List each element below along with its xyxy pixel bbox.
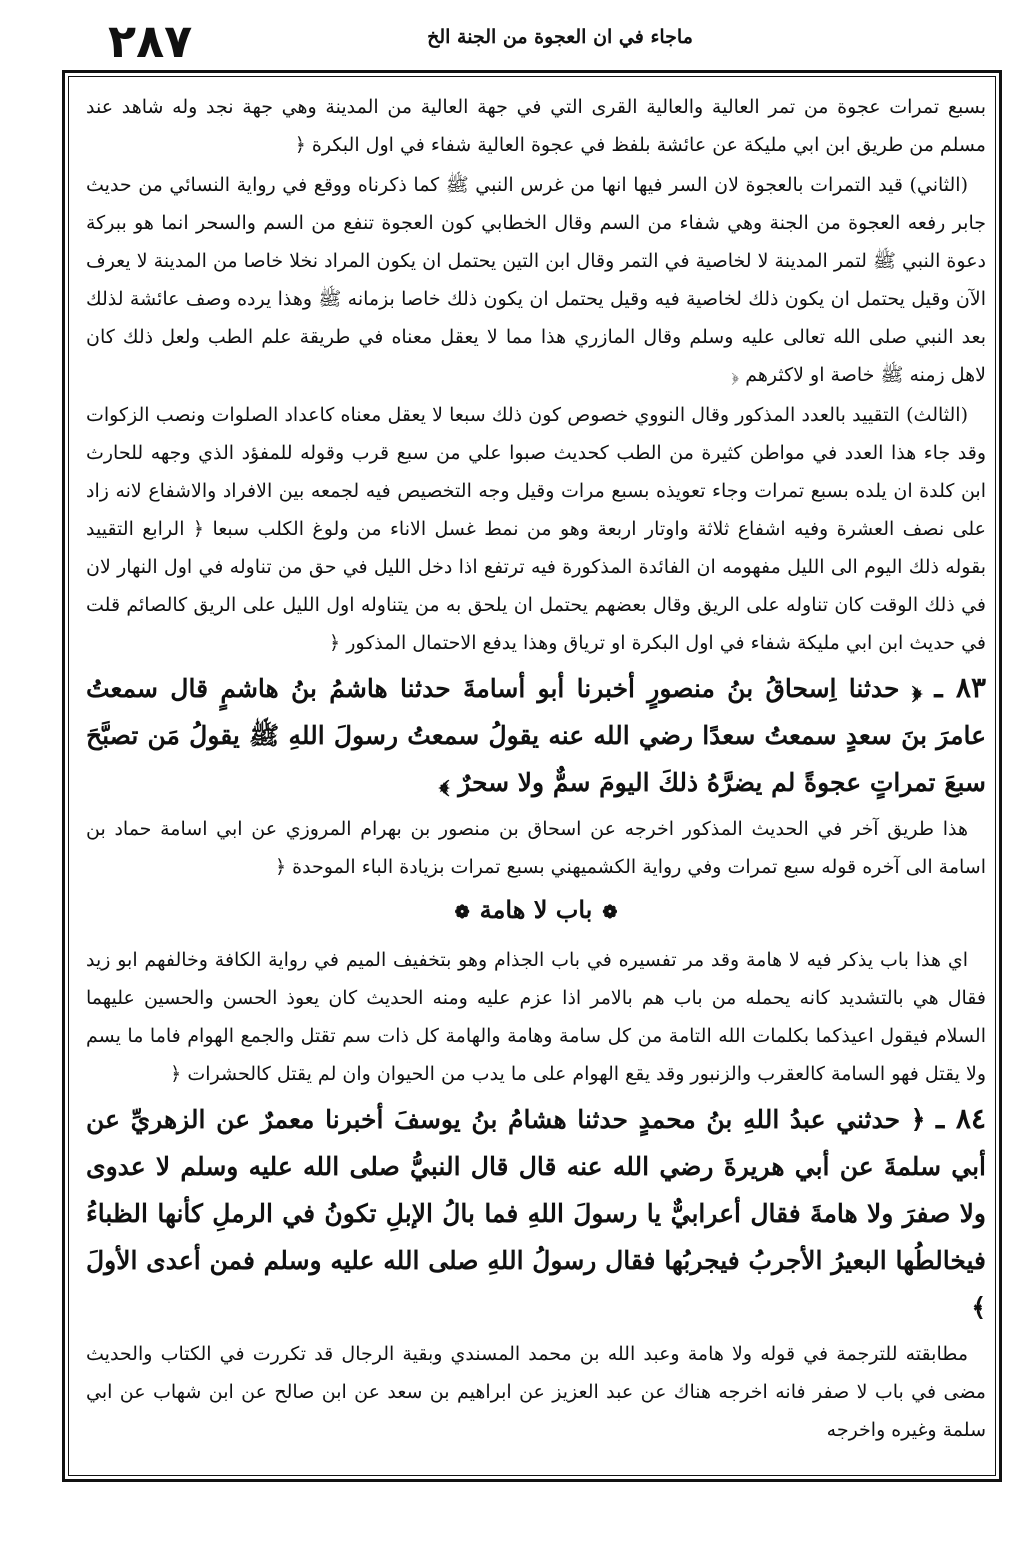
commentary-paragraph: اي هذا باب يذكر فيه لا هامة وقد مر تفسيره في باب الجذام وهو بتخفيف الميم في رواية الكافة وخالفهم ابو زيد فقال هي بالتشديد كانه يحمله من باب هم بالامر اذا عزم عليه ومنه الحديث كان يعوذ الحسن والحسين عليهما السلام فيقول اعيذكما بكلمات الله التامة من كل سامة وهامة والهامة كل ذات سم تقتل والجمع الهوام فاما ما يسم ولا يقتل فهو السامة كالعقرب والزنبور وقد يقع الهوام على ما يدب من الحيوان وان لم يقتل كالحشرات ﴿ <box>86 949 986 1085</box>
hadith-text <box>86 1095 986 1331</box>
running-header: ماجاء في ان العجوة من الجنة الخ <box>427 26 693 48</box>
page-number: ٢٨٧ <box>108 14 193 68</box>
commentary-paragraph: (الثاني) قيد التمرات بالعجوة لان السر فيها انها من غرس النبي ﷺ كما ذكرناه ووقع في رواية النسائي من حديث جابر رفعه العجوة من الجنة وهي شفاء من السم وقال الخطابي كون العجوة تنفع من السم والسحر انما هو ببركة دعوة النبي ﷺ لتمر المدينة لا لخاصية في التمر وقال ابن التين يحتمل ان يكون المراد نخلا خاصا من المدينة لا يعرف الآن وقيل يحتمل ان يكون ذلك لخاصية فيه وقيل يحتمل ان يكون ذلك خاصا بزمانه ﷺ وهذا يرده وصف عائشة لذلك بعد النبي صلى الله تعالى عليه وسلم وقال المازري هذا مما لا يعقل معناه في طريقة علم الطب ولعل ذلك كان لاهل زمنه ﷺ خاصة او لاكثرهم ﴿ <box>86 174 986 386</box>
ornament-icon: ❁ <box>602 902 618 923</box>
commentary-paragraph: هذا طريق آخر في الحديث المذكور اخرجه عن اسحاق بن منصور بن بهرام المروزي عن ابي اسامة حماد بن اسامة الى آخره قوله سبع تمرات وفي رواية الكشميهني بسبع تمرات بزيادة الباء الموحدة ﴿ <box>86 818 986 878</box>
page-body <box>86 88 986 1468</box>
commentary-paragraph: (الثالث) التقييد بالعدد المذكور وقال النووي خصوص كون ذلك سبعا لا يعقل معناه كاعداد الصلوات ونصب الزكوات وقد جاء هذا العدد في مواطن كثيرة من الطب كحديث صبوا علي من سبع قرب وقوله للمفؤد الذي وجهه للحارث ابن كلدة ان يلده بسبع تمرات وجاء تعويذه بسبع مرات وقيل وجه التخصيص فيه لجمعه بين الافراد والاشفاع لانه زاد على نصف العشرة وفيه اشفاع ثلاثة واوتار اربعة وهو من نمط غسل الاناء من ولوغ الكلب سبعا ﴿ الرابع التقييد بقوله ذلك اليوم الى الليل مفهومه ان الفائدة المذكورة فيه ترتفع اذا دخل الليل في حق من تناوله في اول النهار لان في ذلك الوقت كان تناوله على الريق وقال بعضهم يحتمل ان يلحق به من يتناوله اول الليل على الريق كالصائم قلت في حديث ابن ابي مليكة شفاء في اول البكرة او ترياق وهذا يدفع الاحتمال المذكور ﴿ <box>86 404 986 654</box>
hadith-text <box>86 664 986 806</box>
chapter-title: باب لا هامة <box>479 895 593 924</box>
hadith-number: ٨٤ ـ <box>936 1102 986 1135</box>
hadith-body: ﴿ حدثنا اِسحاقُ بنُ منصورٍ أخبرنا أبو أسامةَ حدثنا هاشمُ بنُ هاشمٍ قال سمعتُ عامرَ بنَ سعدٍ سمعتُ سعدًا رضي الله عنه يقولُ سمعتُ رسولَ اللهِ ﷺ يقولُ مَن تصبَّحَ سبعَ تمراتٍ عجوةً لم يضرَّهُ ذلكَ اليومَ سمٌّ ولا سحرٌ ﴾ <box>86 674 986 797</box>
hadith-body: ﴿ حدثني عبدُ اللهِ بنُ محمدٍ حدثنا هشامُ بنُ يوسفَ أخبرنا معمرٌ عن الزهريِّ عن أبي سلمةَ عن أبي هريرةَ رضي الله عنه قال قال النبيُّ صلى الله عليه وسلم لا عدوى ولا صفرَ ولا هامةَ فقال أعرابيٌّ يا رسولَ اللهِ فما بالُ الإبلِ تكونُ في الرملِ كأنها الظباءُ فيخالطُها البعيرُ الأجربُ فيجربُها فقال رسولُ اللهِ صلى الله عليه وسلم فمن أعدى الأولَ ﴾ <box>86 1105 986 1322</box>
commentary-paragraph: مطابقته للترجمة في قوله ولا هامة وعبد الله بن محمد المسندي وبقية الرجال قد تكررت في الكتاب والحديث مضى في باب لا صفر فانه اخرجه هناك عن عبد العزيز عن ابراهيم بن سعد عن ابن صالح عن ابن شهاب عن ابي سلمة وغيره واخرجه <box>86 1343 986 1441</box>
commentary-paragraph: بسبع تمرات عجوة من تمر العالية والعالية القرى التي في جهة العالية من المدينة وهي جهة نجد وله شاهد عند مسلم من طريق ابن ابي مليكة عن عائشة بلفظ في عجوة العالية شفاء في اول البكرة ﴿ <box>86 96 986 156</box>
chapter-heading <box>86 890 986 933</box>
ornament-icon: ❁ <box>454 902 470 923</box>
hadith-number: ٨٣ ـ <box>934 671 986 704</box>
